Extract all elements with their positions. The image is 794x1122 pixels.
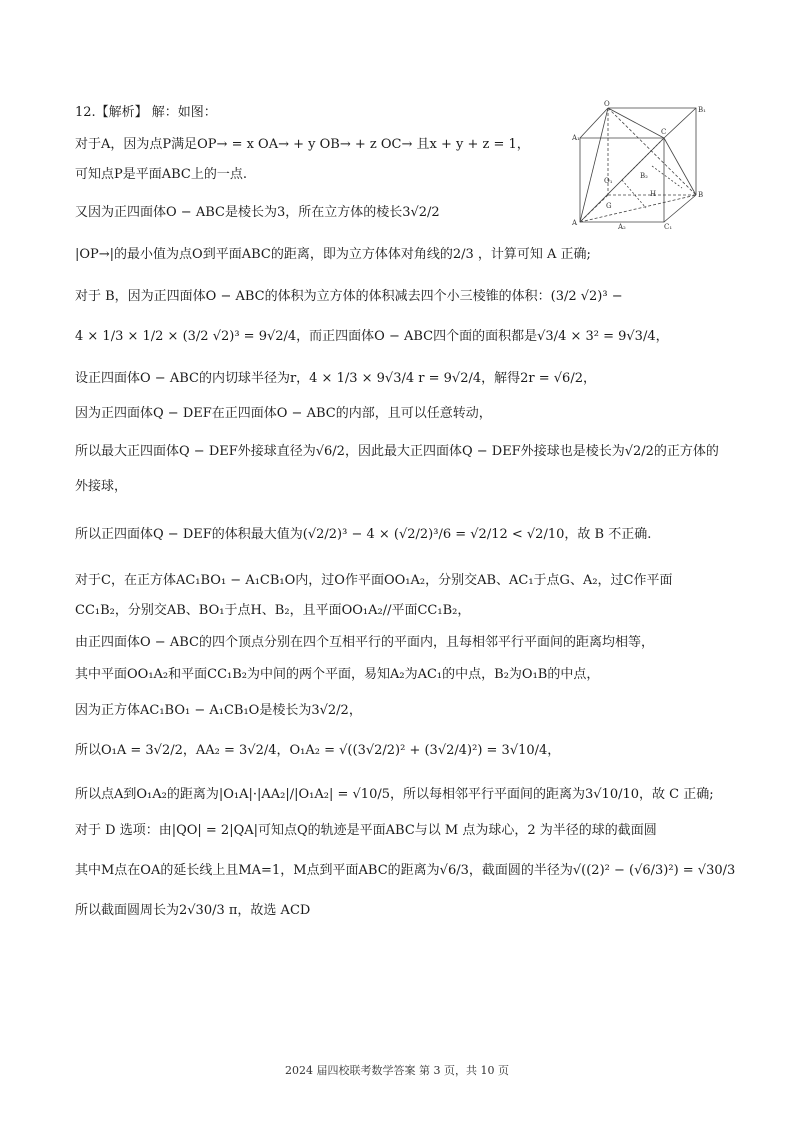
label-o: O (604, 100, 610, 108)
tetra-edge-cb (664, 138, 696, 195)
text-line-3: 可知点P是平面ABC上的一点. (75, 167, 248, 182)
cube-edge-c-b1 (664, 108, 696, 138)
label-h: H (650, 190, 657, 198)
label-c: C (661, 128, 667, 136)
text-line-21: 其中M点在OA的延长线上且MA=1，M点到平面ABC的距离为√6/3，截面圆的半径为√((2)² − (√6/3)²) = √30/3 (75, 863, 736, 878)
text-line-12: 所以正四面体Q − DEF的体积最大值为(√2/2)³ − 4 × (√2/2)³/6 = √2/12 < √2/10，故 B 不正确. (75, 527, 652, 542)
label-o1: O₁ (604, 177, 613, 185)
text-line-14: CC₁B₂，分别交AB、BO₁于点H、B₂，且平面OO₁A₂//平面CC₁B₂， (75, 603, 471, 618)
label-a: A (572, 219, 578, 227)
tetra-edge-ob (608, 108, 696, 195)
tetra-edge-oc (608, 108, 667, 138)
label-a2: A₂ (618, 223, 626, 230)
label-b1: B₁ (698, 106, 706, 114)
text-line-1: 12.【解析】 解：如图： (75, 105, 217, 120)
text-line-15: 由正四面体O − ABC的四个顶点分别在四个互相平行的平面内，且每相邻平行平面间的距离均相等， (75, 635, 654, 650)
text-line-8: 设正四面体O − ABC的内切球半径为r，4 × 1/3 × 9√3/4 r = 9√2/4，解得2r = √6/2， (75, 371, 596, 386)
text-line-13: 对于C，在正方体AC₁BO₁ − A₁CB₁O内，过O作平面OO₁A₂，分别交AB、AC₁于点G、A₂，过C作平面 (75, 573, 673, 588)
text-line-22: 所以截面圆周长为2√30/3 π，故选 ACD (75, 903, 311, 918)
cube-figure (568, 100, 708, 230)
text-line-16: 其中平面OO₁A₂和平面CC₁B₂为中间的两个平面，易知A₂为AC₁的中点，B₂为O₁B的中点， (75, 667, 600, 682)
mid-plane-line-2 (622, 180, 646, 208)
text-line-19: 所以点A到O₁A₂的距离为|O₁A|·|AA₂|/|O₁A₂| = √10/5，所以每相邻平行平面间的距离为3√10/10，故 C 正确; (75, 787, 714, 802)
text-line-2: 对于A，因为点P满足OP→ = x OA→ + y OB→ + z OC→ 且x + y + z = 1， (75, 137, 530, 152)
tetra-edge-oa (580, 108, 608, 222)
text-line-10: 所以最大正四面体Q − DEF外接球直径为√6/2，因此最大正四面体Q − DEF外接球也是棱长为√2/2的正方体的 (75, 444, 719, 459)
text-line-11: 外接球， (75, 479, 128, 494)
text-line-7: 4 × 1/3 × 1/2 × (3/2 √2)³ = 9√2/4，而正四面体O − ABC四个面的面积都是√3/4 × 3² = 9√3/4， (75, 329, 669, 344)
label-c1: C₁ (664, 223, 673, 230)
text-line-6: 对于 B，因为正四面体O − ABC的体积为立方体的体积减去四个小三棱锥的体积：(3/2 √2)³ − (75, 289, 623, 304)
cube-edge-a1-o (580, 108, 608, 138)
text-line-20: 对于 D 选项：由|QO| = 2|QA|可知点Q的轨迹是平面ABC与以 M 点为球心，2 为半径的球的截面圆 (75, 823, 657, 838)
label-b2: B₂ (640, 172, 648, 180)
label-b: B (698, 191, 704, 199)
text-line-9: 因为正四面体Q − DEF在正四面体O − ABC的内部，且可以任意转动， (75, 406, 492, 421)
label-a1: A₁ (572, 134, 580, 142)
text-line-17: 因为正方体AC₁BO₁ − A₁CB₁O是棱长为3√2/2， (75, 703, 362, 718)
text-line-4: 又因为正四面体O − ABC是棱长为3，所在立方体的棱长3√2/2 (75, 205, 440, 220)
text-line-5: |OP→|的最小值为点O到平面ABC的距离，即为立方体体对角线的2/3 ，计算可知 A 正确; (75, 247, 591, 262)
page-footer: 2024 届四校联考数学答案 第 3 页，共 10 页 (285, 1064, 509, 1077)
label-g: G (606, 202, 612, 210)
text-line-18: 所以O₁A = 3√2/2，AA₂ = 3√2/4，O₁A₂ = √((3√2/2)² + (3√2/4)²) = 3√10/4， (75, 743, 561, 758)
